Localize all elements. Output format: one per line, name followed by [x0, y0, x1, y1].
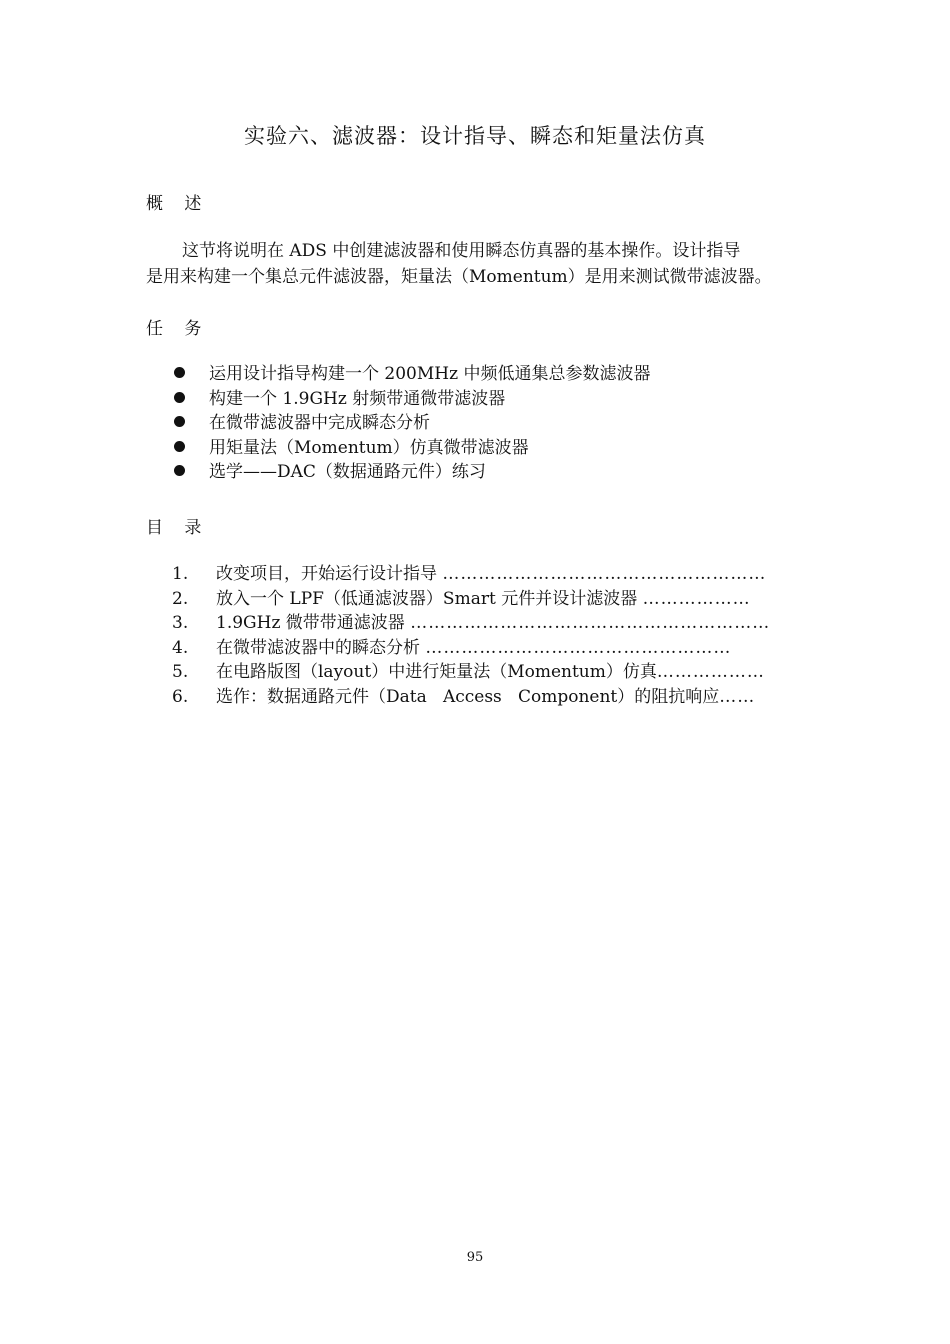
contents-heading: 目 录	[146, 518, 202, 538]
toc-item[interactable]	[172, 660, 770, 685]
toc-number: 2.	[172, 588, 189, 609]
toc-item[interactable]	[172, 636, 770, 661]
overview-line-1: 这节将说明在 ADS 中创建滤波器和使用瞬态仿真器的基本操作。设计指导	[182, 241, 741, 261]
page-title: 实验六、滤波器：设计指导、瞬态和矩量法仿真	[244, 124, 706, 148]
list-item	[174, 362, 650, 387]
task-text: 构建一个 1.9GHz 射频带通微带滤波器	[209, 388, 506, 409]
bullet-icon	[174, 392, 185, 403]
toc-leader: ………………	[656, 662, 765, 683]
overview-paragraph	[146, 238, 811, 290]
page-number: 95	[466, 1250, 484, 1265]
overview-line-2: 是用来构建一个集总元件滤波器，矩量法（Momentum）是用来测试微带滤波器。	[146, 267, 772, 287]
toc-number: 3.	[172, 613, 189, 634]
toc-item[interactable]	[172, 685, 770, 710]
list-item	[174, 460, 650, 485]
task-list	[174, 362, 650, 485]
bullet-icon	[174, 416, 185, 427]
toc-leader: ………………………………………………	[442, 564, 767, 584]
task-text: 运用设计指导构建一个 200MHz 中频低通集总参数滤波器	[209, 364, 651, 384]
overview-heading: 概 述	[146, 194, 202, 214]
toc-text: 改变项目，开始运行设计指导	[216, 564, 437, 584]
tasks-heading: 任 务	[146, 319, 202, 339]
list-item	[174, 411, 650, 436]
task-text: 选学——DAC（数据通路元件）练习	[209, 462, 486, 483]
bullet-icon	[174, 465, 185, 476]
toc-item[interactable]	[172, 587, 770, 612]
bullet-icon	[174, 441, 185, 452]
task-text: 在微带滤波器中完成瞬态分析	[209, 413, 430, 434]
task-text: 用矩量法（Momentum）仿真微带滤波器	[209, 437, 529, 458]
toc-item[interactable]	[172, 611, 770, 636]
toc-leader: ………………	[642, 588, 751, 609]
toc-item[interactable]	[172, 562, 770, 587]
list-item	[174, 387, 650, 412]
toc-number: 4.	[172, 637, 189, 658]
toc-text: 放入一个 LPF（低通滤波器）Smart 元件并设计滤波器	[216, 588, 638, 609]
toc-text: 1.9GHz 微带带通滤波器	[216, 613, 405, 634]
list-item	[174, 436, 650, 461]
toc-text: 在电路版图（layout）中进行矩量法（Momentum）仿真	[216, 662, 657, 683]
toc-number: 6.	[172, 686, 189, 707]
toc-leader: ……………………………………………	[425, 637, 732, 658]
toc-text: 选作：数据通路元件（Data Access Component）的阻抗响应	[216, 686, 720, 707]
toc-leader: ……	[719, 686, 756, 707]
bullet-icon	[174, 367, 185, 378]
table-of-contents	[172, 562, 770, 710]
toc-number: 1.	[172, 564, 189, 584]
toc-number: 5.	[172, 662, 189, 683]
toc-leader: ……………………………………………………	[410, 613, 771, 634]
toc-text: 在微带滤波器中的瞬态分析	[216, 637, 420, 658]
